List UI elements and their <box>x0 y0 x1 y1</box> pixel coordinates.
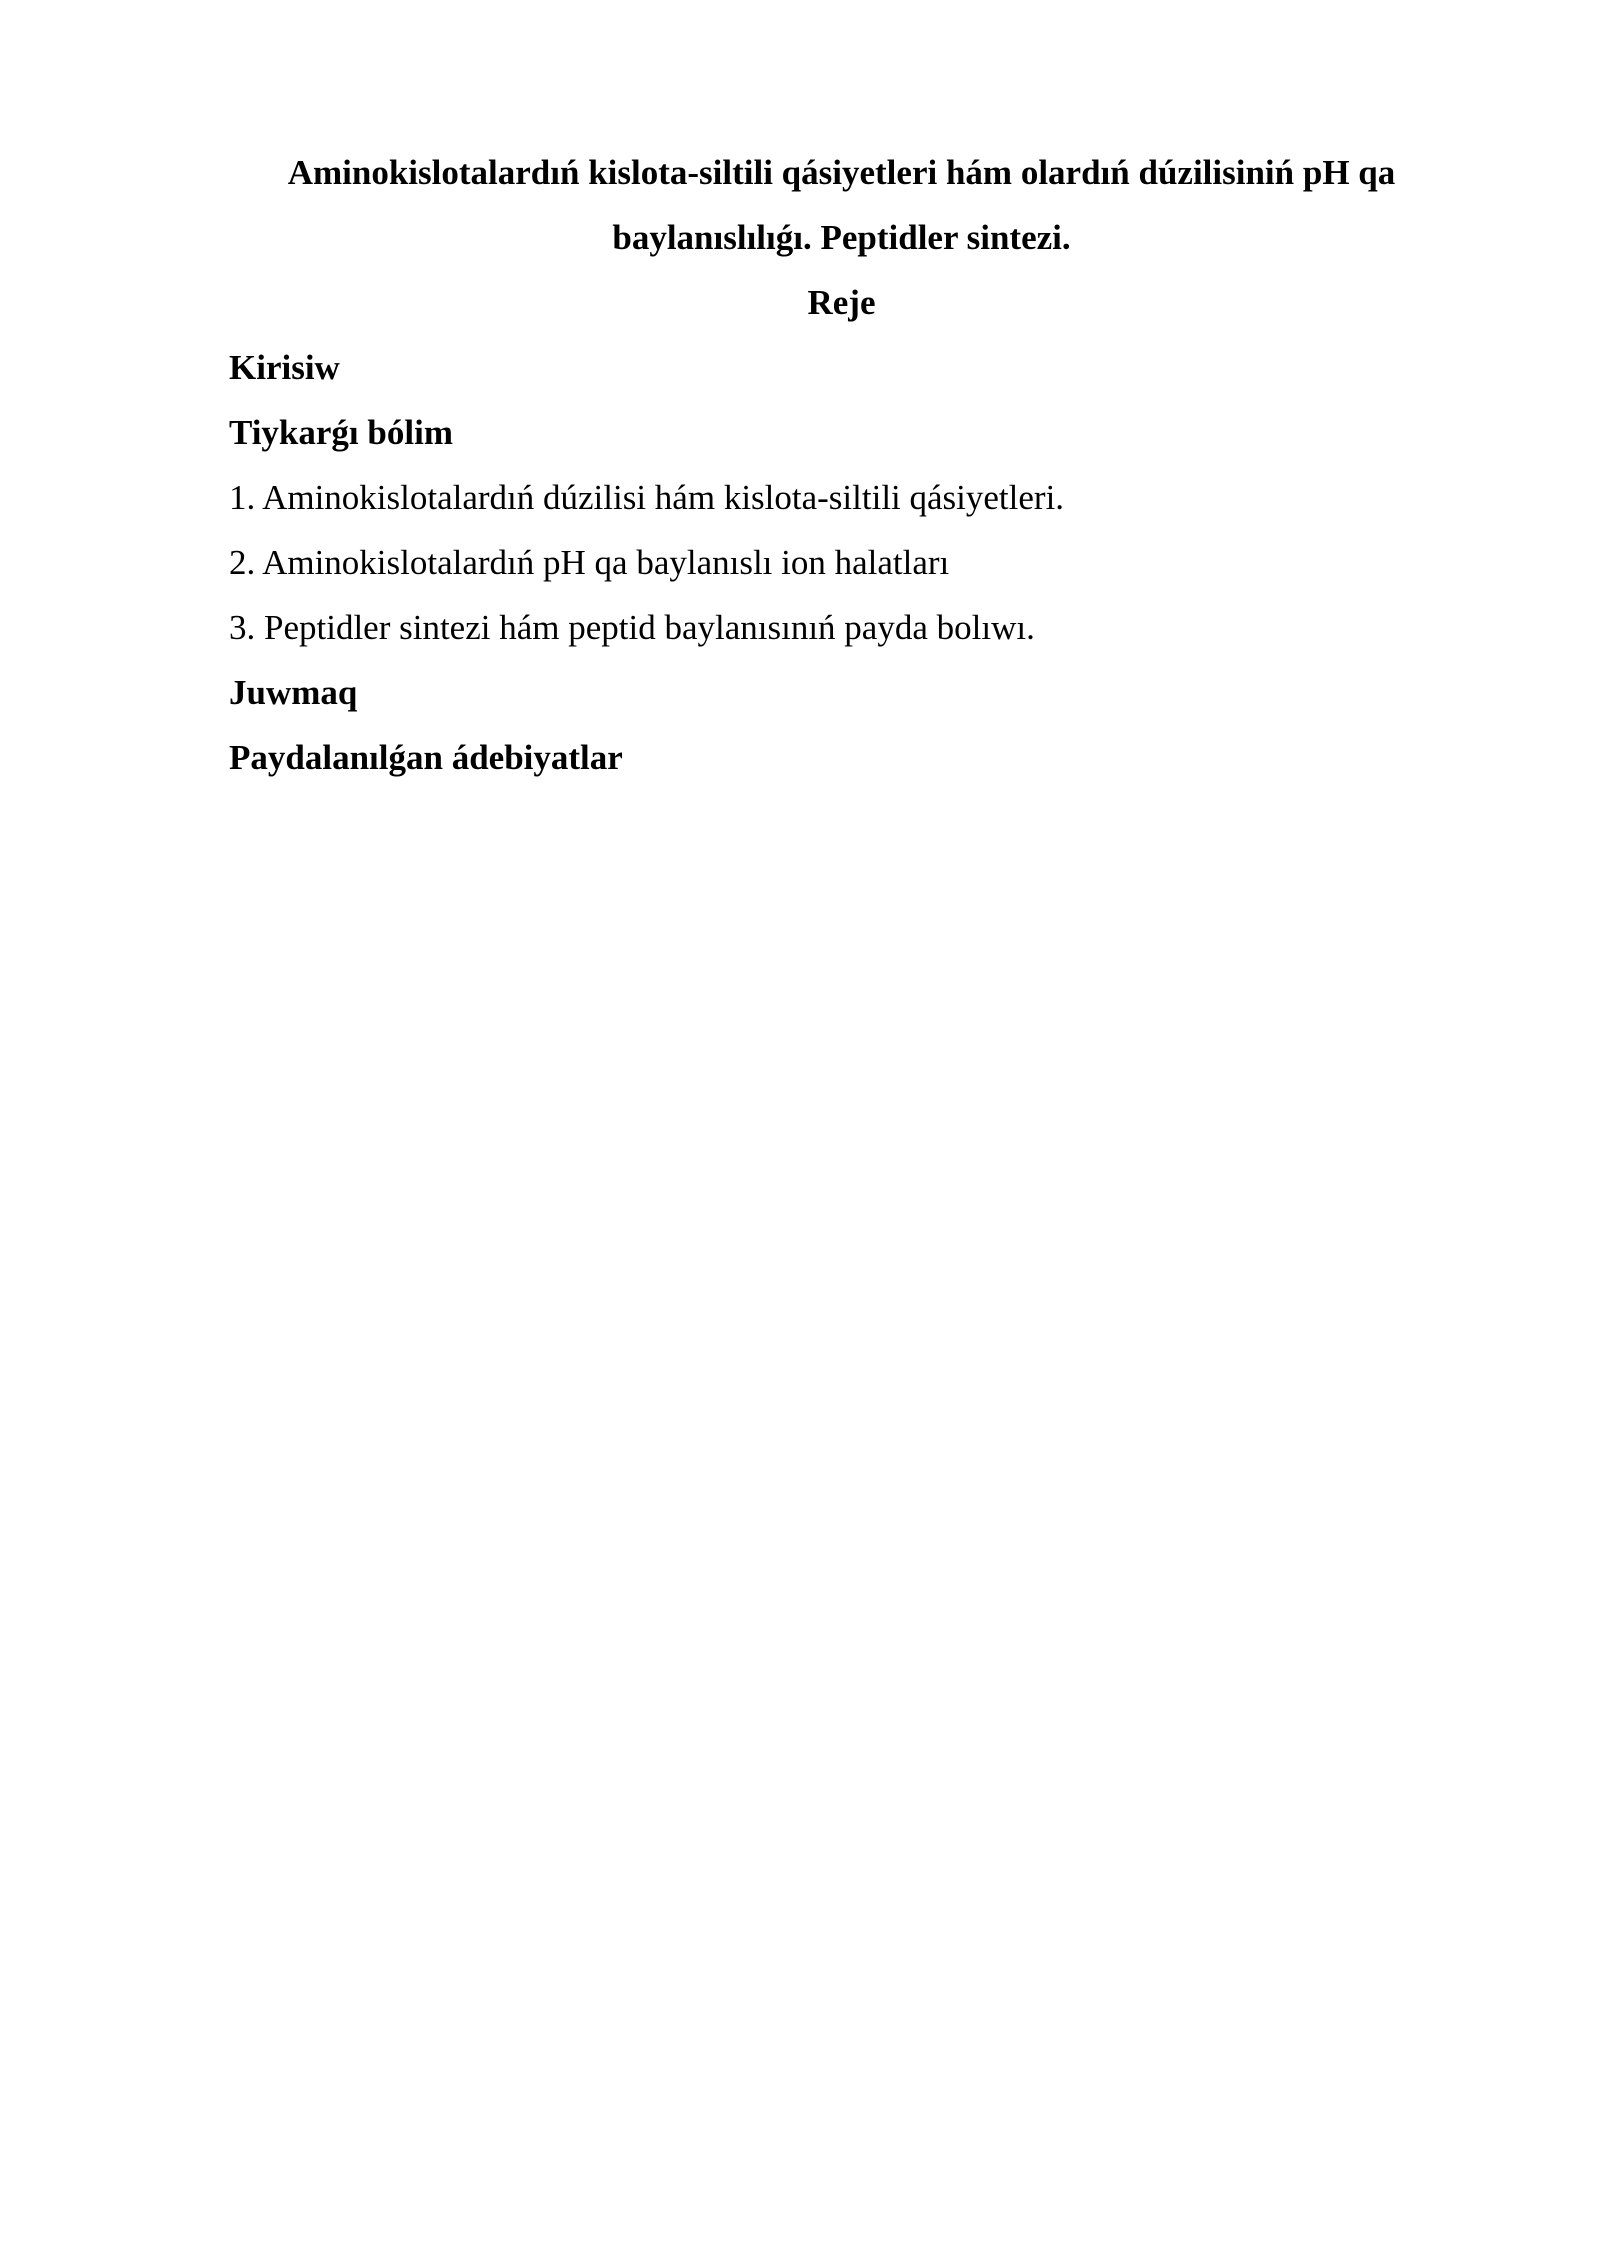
plan-item-3: 3. Peptidler sintezi hám peptid baylanısınıń payda bolıwı. <box>229 608 1035 647</box>
conclusion-heading: Juwmaq <box>229 673 358 712</box>
plan-heading: Reje <box>807 283 876 322</box>
title-line-2: baylanıslılıǵı. Peptidler sintezi. <box>612 218 1071 257</box>
title-line-1: Aminokislotalardıń kislota-siltili qásiyetleri hám olardıń dúzilisiniń pH qa <box>287 153 1396 192</box>
plan-item-1: 1. Aminokislotalardıń dúzilisi hám kislota-siltili qásiyetleri. <box>229 478 1065 517</box>
plan-item-2: 2. Aminokislotalardıń pH qa baylanıslı ion halatları <box>229 543 950 582</box>
document-content <box>229 140 1454 790</box>
intro-heading: Kirisiw <box>229 348 340 387</box>
main-part-heading: Tiykarǵı bólim <box>229 413 453 452</box>
references-heading: Paydalanılǵan ádebiyatlar <box>229 738 623 777</box>
document-title <box>229 140 1454 270</box>
